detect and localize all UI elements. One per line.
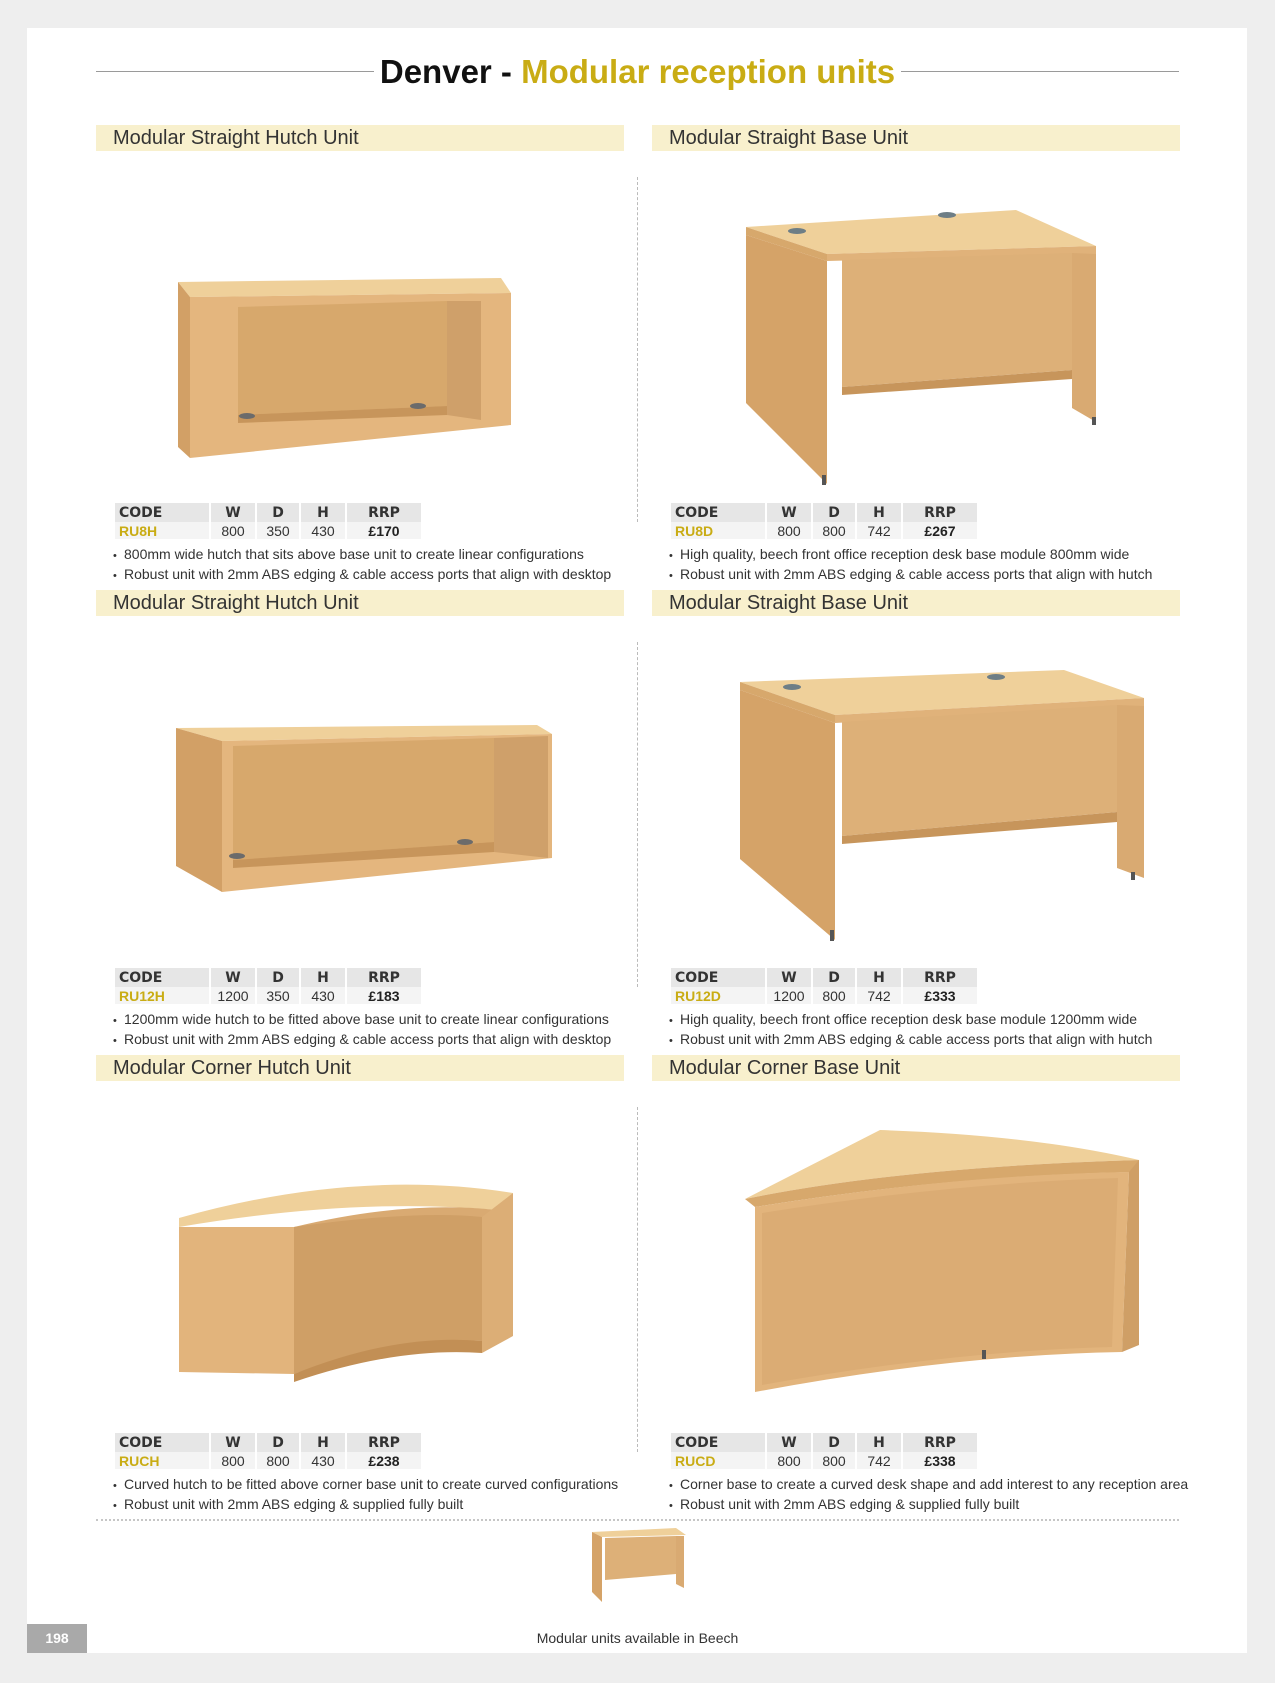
product-ru8d [652,125,1180,582]
feature-item: • 800mm wide hutch that sits above base unit to create linear configurations [113,545,611,565]
product-price: £238 [347,1452,421,1469]
spec-header-depth: D [257,1433,299,1452]
feature-item: • Curved hutch to be fitted above corner base unit to create curved configurations [113,1475,618,1495]
spec-height: 742 [857,1452,901,1469]
product-ruch [96,1055,624,1512]
product-code: RUCH [115,1452,209,1469]
feature-list [669,545,1152,585]
spec-table [669,968,979,1004]
product-price: £338 [903,1452,977,1469]
product-price: £267 [903,522,977,539]
spec-header-width: W [767,503,811,522]
product-heading: Modular Straight Base Unit [652,590,1180,616]
product-ru8h [96,125,624,582]
beech-finish-swatch [590,1524,686,1604]
product-image [96,1095,624,1435]
product-image [652,165,1180,505]
feature-item: • Robust unit with 2mm ABS edging & cable access ports that align with desktop [113,565,611,585]
product-code: RU8H [115,522,209,539]
product-price: £183 [347,987,421,1004]
feature-item: • Robust unit with 2mm ABS edging & supplied fully built [669,1495,1188,1515]
spec-header-rrp: RRP [903,968,977,987]
spec-height: 430 [301,522,345,539]
product-heading: Modular Straight Hutch Unit [96,590,624,616]
spec-depth: 350 [257,522,299,539]
product-image [96,630,624,970]
spec-header-rrp: RRP [903,1433,977,1452]
feature-item: • Robust unit with 2mm ABS edging & cable access ports that align with hutch [669,565,1152,585]
footer-note: Modular units available in Beech [536,1630,739,1646]
product-rucd [652,1055,1189,1512]
spec-header-depth: D [813,503,855,522]
spec-width: 800 [211,1452,255,1469]
spec-depth: 800 [813,987,855,1004]
spec-width: 800 [767,1452,811,1469]
product-ru12d [652,590,1180,1047]
spec-header-height: H [857,968,901,987]
spec-header-height: H [301,503,345,522]
spec-table [669,1433,979,1469]
feature-list [113,545,611,585]
spec-header-width: W [211,503,255,522]
feature-list [113,1010,611,1050]
spec-depth: 800 [257,1452,299,1469]
product-code: RU12H [115,987,209,1004]
spec-header-depth: D [813,968,855,987]
spec-width: 800 [211,522,255,539]
spec-width: 1200 [211,987,255,1004]
product-price: £170 [347,522,421,539]
spec-header-code: CODE [115,1433,209,1452]
feature-item: • Robust unit with 2mm ABS edging & cable access ports that align with desktop [113,1030,611,1050]
product-heading: Modular Straight Base Unit [652,125,1180,151]
spec-width: 1200 [767,987,811,1004]
spec-header-code: CODE [671,503,765,522]
spec-height: 742 [857,522,901,539]
spec-header-code: CODE [671,968,765,987]
product-ru12h [96,590,624,1047]
spec-table [113,503,423,539]
product-code: RUCD [671,1452,765,1469]
spec-height: 430 [301,987,345,1004]
spec-height: 742 [857,987,901,1004]
product-code: RU8D [671,522,765,539]
feature-item: • Robust unit with 2mm ABS edging & cable access ports that align with hutch [669,1030,1152,1050]
feature-list [669,1475,1188,1515]
spec-table [113,968,423,1004]
spec-header-height: H [301,968,345,987]
spec-header-height: H [301,1433,345,1452]
feature-item: • High quality, beech front office reception desk base module 800mm wide [669,545,1152,565]
title-brand: Denver - [379,53,522,90]
page-title [96,52,1179,92]
product-heading: Modular Straight Hutch Unit [96,125,624,151]
feature-item: • 1200mm wide hutch to be fitted above base unit to create linear configurations [113,1010,611,1030]
feature-item: • Corner base to create a curved desk shape and add interest to any reception area [669,1475,1188,1495]
spec-depth: 800 [813,522,855,539]
spec-table [113,1433,423,1469]
feature-item: • Robust unit with 2mm ABS edging & supplied fully built [113,1495,618,1515]
product-heading: Modular Corner Hutch Unit [96,1055,624,1081]
title-accent: Modular reception units [521,53,896,90]
spec-depth: 800 [813,1452,855,1469]
spec-header-rrp: RRP [347,968,421,987]
column-divider [637,642,638,987]
spec-height: 430 [301,1452,345,1469]
spec-header-code: CODE [115,503,209,522]
product-image [96,165,624,505]
column-divider [637,177,638,522]
spec-depth: 350 [257,987,299,1004]
feature-list [669,1010,1152,1050]
spec-header-code: CODE [671,1433,765,1452]
spec-header-depth: D [813,1433,855,1452]
spec-header-width: W [211,968,255,987]
spec-table [669,503,979,539]
spec-header-rrp: RRP [347,503,421,522]
spec-width: 800 [767,522,811,539]
spec-header-height: H [857,503,901,522]
spec-header-width: W [767,968,811,987]
spec-header-rrp: RRP [903,503,977,522]
column-divider [637,1107,638,1452]
product-image [652,1095,1180,1435]
product-code: RU12D [671,987,765,1004]
feature-item: • High quality, beech front office reception desk base module 1200mm wide [669,1010,1152,1030]
spec-header-height: H [857,1433,901,1452]
spec-header-width: W [767,1433,811,1452]
section-divider [96,1519,1179,1521]
page-number: 198 [27,1624,87,1653]
spec-header-code: CODE [115,968,209,987]
spec-header-width: W [211,1433,255,1452]
product-price: £333 [903,987,977,1004]
product-image [652,630,1180,970]
spec-header-depth: D [257,503,299,522]
spec-header-rrp: RRP [347,1433,421,1452]
product-heading: Modular Corner Base Unit [652,1055,1180,1081]
feature-list [113,1475,618,1515]
spec-header-depth: D [257,968,299,987]
